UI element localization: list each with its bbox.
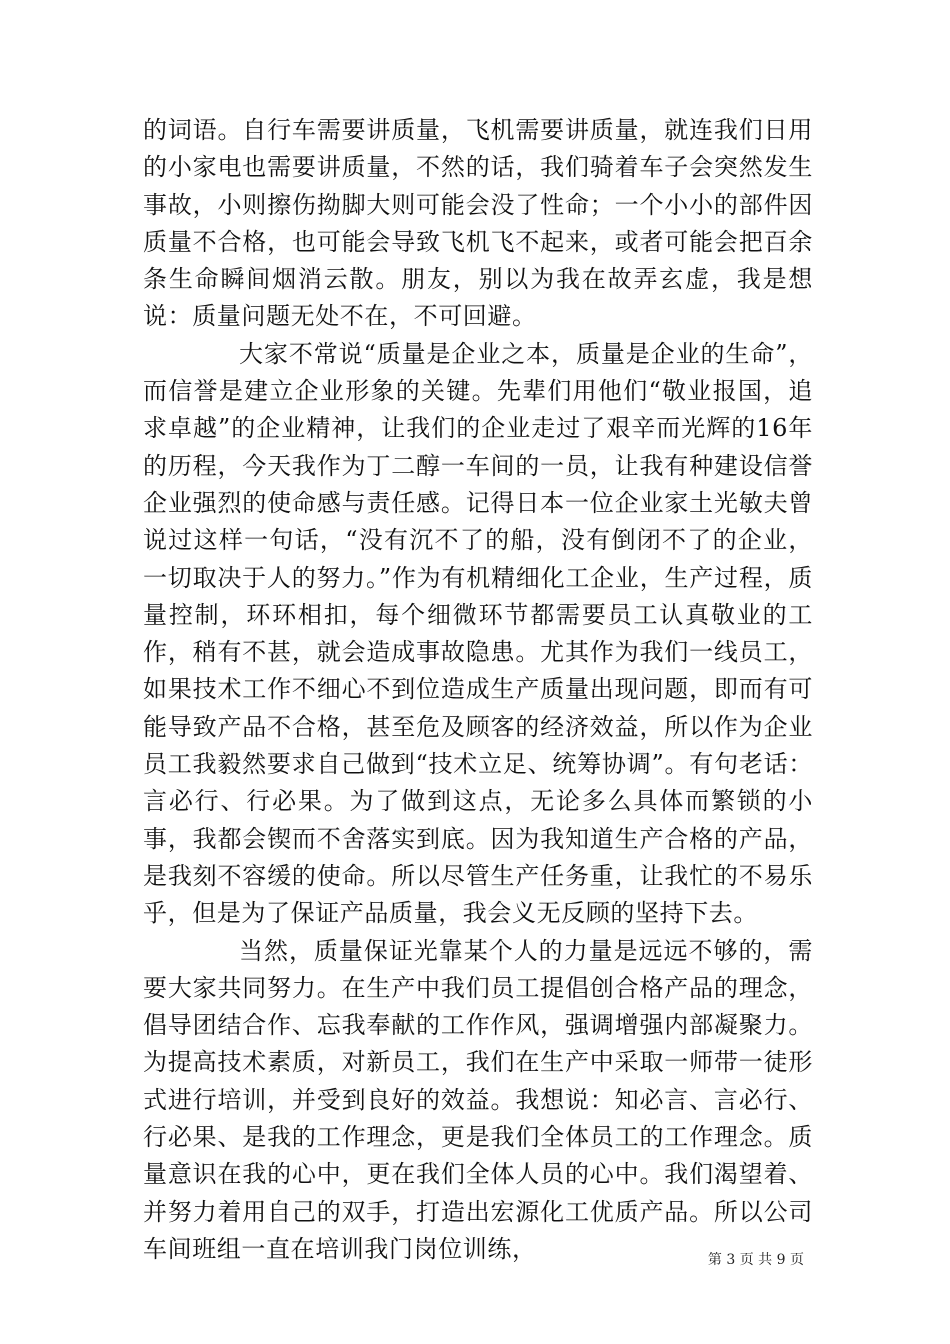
paragraph-1: 的词语。自行车需要讲质量，飞机需要讲质量，就连我们日用的小家电也需要讲质量，不然的话，我们骑着车子会突然发生事故，小则擦伤拗脚大则可能会没了性命；一个小小的部件因质量不合格，也可能会导致飞机飞不起来，或者可能会把百余条生命瞬间烟消云散。朋友，别以为我在故弄玄虚，我是想说：质量问题无处不在，不可回避。 bbox=[143, 116, 813, 331]
document-body bbox=[143, 112, 813, 1268]
page-number: 第 3 页 共 9 页 bbox=[707, 1252, 804, 1268]
paragraph-2: 大家不常说“质量是企业之本，质量是企业的生命”，而信誉是建立企业形象的关键。先辈们用他们“敬业报国，追求卓越”的企业精神，让我们的企业走过了艰辛而光辉的16年的历程，今天我作为丁二醇一车间的一员，让我有种建设信誉企业强烈的使命感与责任感。记得日本一位企业家土光敏夫曾说过这样一句话，“没有沉不了的船，没有倒闭不了的企业，一切取决于人的努力。”作为有机精细化工企业，生产过程，质量控制，环环相扣，每个细微环节都需要员工认真敬业的工作，稍有不甚，就会造成事故隐患。尤其作为我们一线员工，如果技术工作不细心不到位造成生产质量出现问题，即而有可能导致产品不合格，甚至危及顾客的经济效益，所以作为企业员工我毅然要求自己做到“技术立足、统筹协调”。有句老话：言必行、行必果。为了做到这点，无论多么具体而繁锁的小事，我都会锲而不舍落实到底。因为我知道生产合格的产品，是我刻不容缓的使命。所以尽管生产任务重，让我忙的不易乐乎，但是为了保证产品质量，我会义无反顾的坚持下去。 bbox=[143, 339, 813, 928]
paragraph-3: 当然，质量保证光靠某个人的力量是远远不够的，需要大家共同努力。在生产中我们员工提倡创合格产品的理念，倡导团结合作、忘我奉献的工作作风，强调增强内部凝聚力。为提高技术素质，对新员工，我们在生产中采取一师带一徒形式进行培训，并受到良好的效益。我想说：知必言、言必行、行必果、是我的工作理念，更是我们全体员工的工作理念。质量意识在我的心中，更在我们全体人员的心中。我们渴望着、并努力着用自己的双手，打造出宏源化工优质产品。所以公司车间班组一直在培训我门岗位训练， bbox=[143, 936, 813, 1263]
